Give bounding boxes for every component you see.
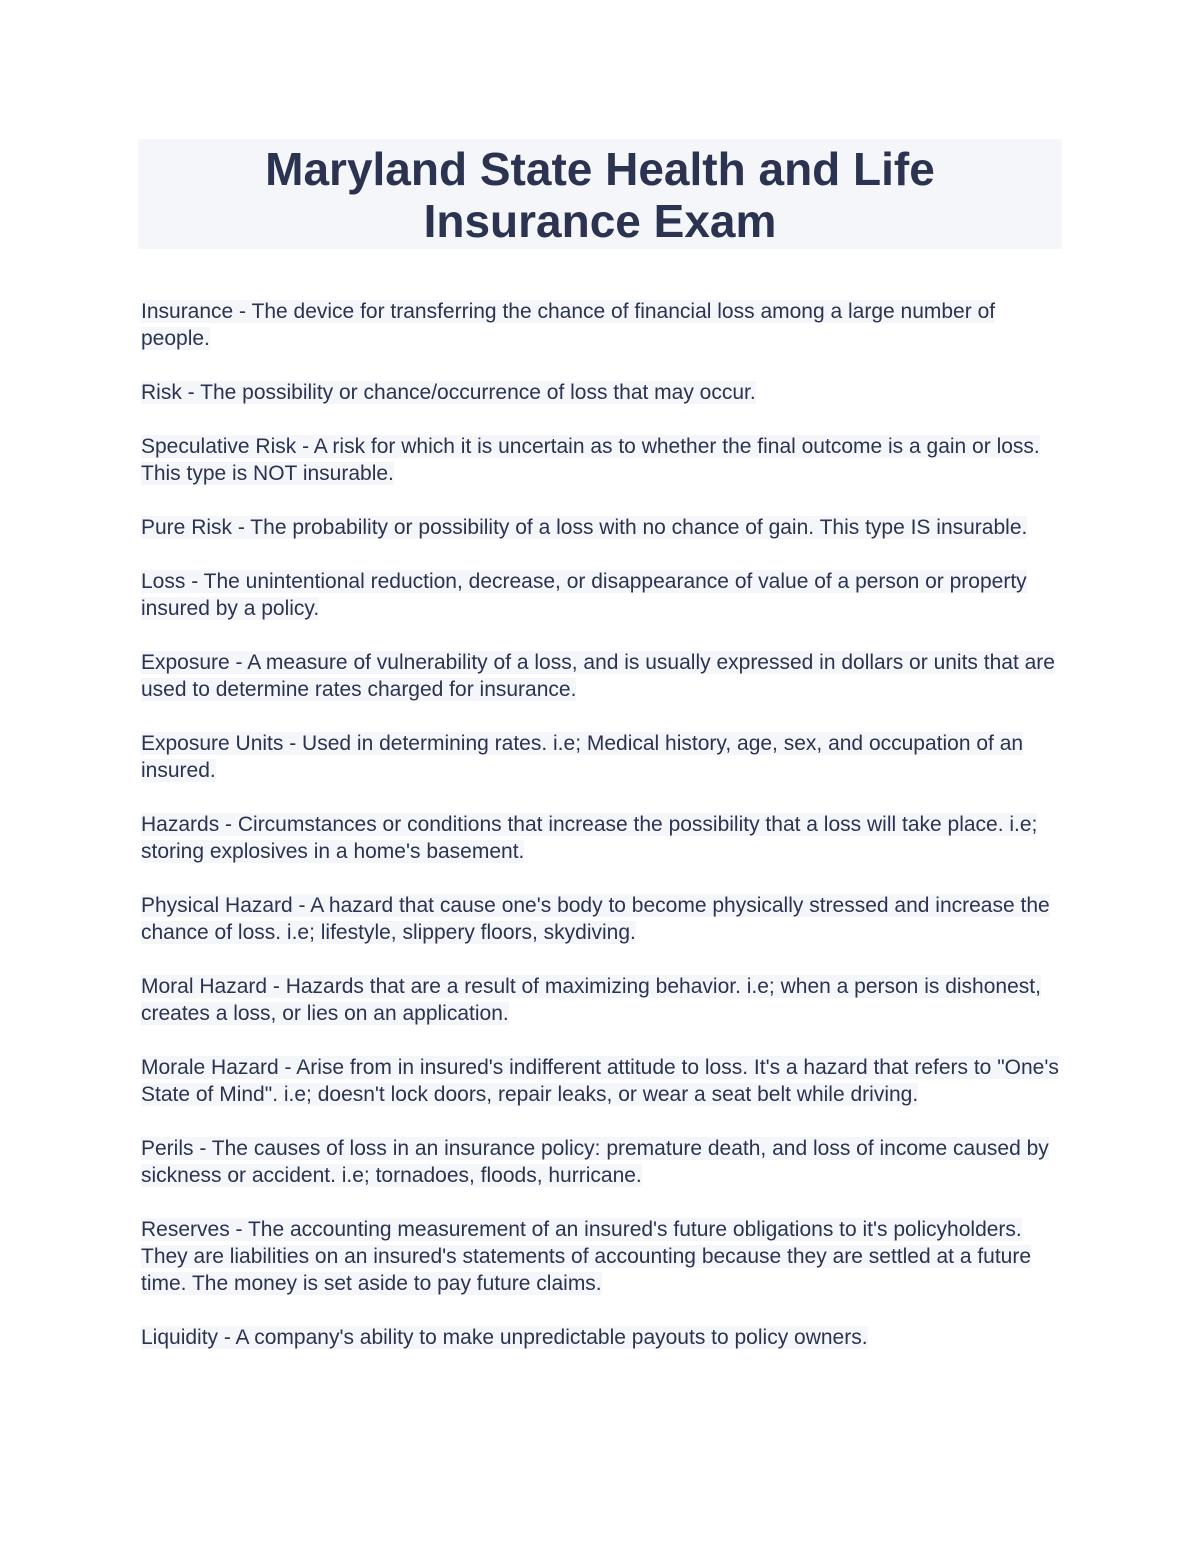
definition-entry (141, 1324, 1061, 1351)
definition-text: Exposure Units - Used in determining rates. i.e; Medical history, age, sex, and occupation of an insured. (141, 732, 1024, 782)
definition-entry (141, 730, 1061, 784)
definition-text: Moral Hazard - Hazards that are a result of maximizing behavior. i.e; when a person is dishonest, creates a loss, or lies on an application. (141, 975, 1041, 1025)
definition-text: Physical Hazard - A hazard that cause one's body to become physically stressed and increase the chance of loss. i.e; lifestyle, slippery floors, skydiving. (141, 894, 1050, 944)
definition-text: Perils - The causes of loss in an insurance policy: premature death, and loss of income caused by sickness or accident. i.e; tornadoes, floods, hurricane. (141, 1137, 1049, 1187)
definition-text: Insurance - The device for transferring the chance of financial loss among a large number of people. (141, 300, 996, 350)
definition-entry (141, 1054, 1061, 1108)
definition-entry (141, 973, 1061, 1027)
definition-entry (141, 514, 1061, 541)
definition-text: Exposure - A measure of vulnerability of a loss, and is usually expressed in dollars or units that are used to determine rates charged for insurance. (141, 651, 1055, 701)
definition-text: Pure Risk - The probability or possibility of a loss with no chance of gain. This type IS insurable. (141, 516, 1028, 539)
definition-text: Loss - The unintentional reduction, decrease, or disappearance of value of a person or property insured by a policy. (141, 570, 1027, 620)
definition-entry (141, 811, 1061, 865)
definition-list (141, 298, 1061, 1378)
definition-text: Risk - The possibility or chance/occurrence of loss that may occur. (141, 381, 756, 404)
document-title-line-1: Maryland State Health and Life (265, 143, 935, 195)
definition-entry (141, 1216, 1061, 1297)
definition-text: Hazards - Circumstances or conditions that increase the possibility that a loss will take place. i.e; storing explosives in a home's basement. (141, 813, 1038, 863)
title-banner (138, 139, 1062, 249)
document-title-line-2: Insurance Exam (423, 195, 777, 247)
definition-text: Liquidity - A company's ability to make unpredictable payouts to policy owners. (141, 1326, 868, 1349)
definition-text: Speculative Risk - A risk for which it is uncertain as to whether the final outcome is a gain or loss. This type is NOT insurable. (141, 435, 1040, 485)
definition-entry (141, 433, 1061, 487)
definition-entry (141, 649, 1061, 703)
definition-entry (141, 1135, 1061, 1189)
definition-entry (141, 568, 1061, 622)
definition-entry (141, 892, 1061, 946)
definition-text: Morale Hazard - Arise from in insured's indifferent attitude to loss. It's a hazard that refers to "One's State of Mind". i.e; doesn't lock doors, repair leaks, or wear a seat belt while driving. (141, 1056, 1059, 1106)
definition-entry (141, 379, 1061, 406)
definition-text: Reserves - The accounting measurement of an insured's future obligations to it's policyholders. They are liabilities on an insured's statements of accounting because they are settled at a future time. The money is set aside to pay future claims. (141, 1218, 1032, 1295)
definition-entry (141, 298, 1061, 352)
